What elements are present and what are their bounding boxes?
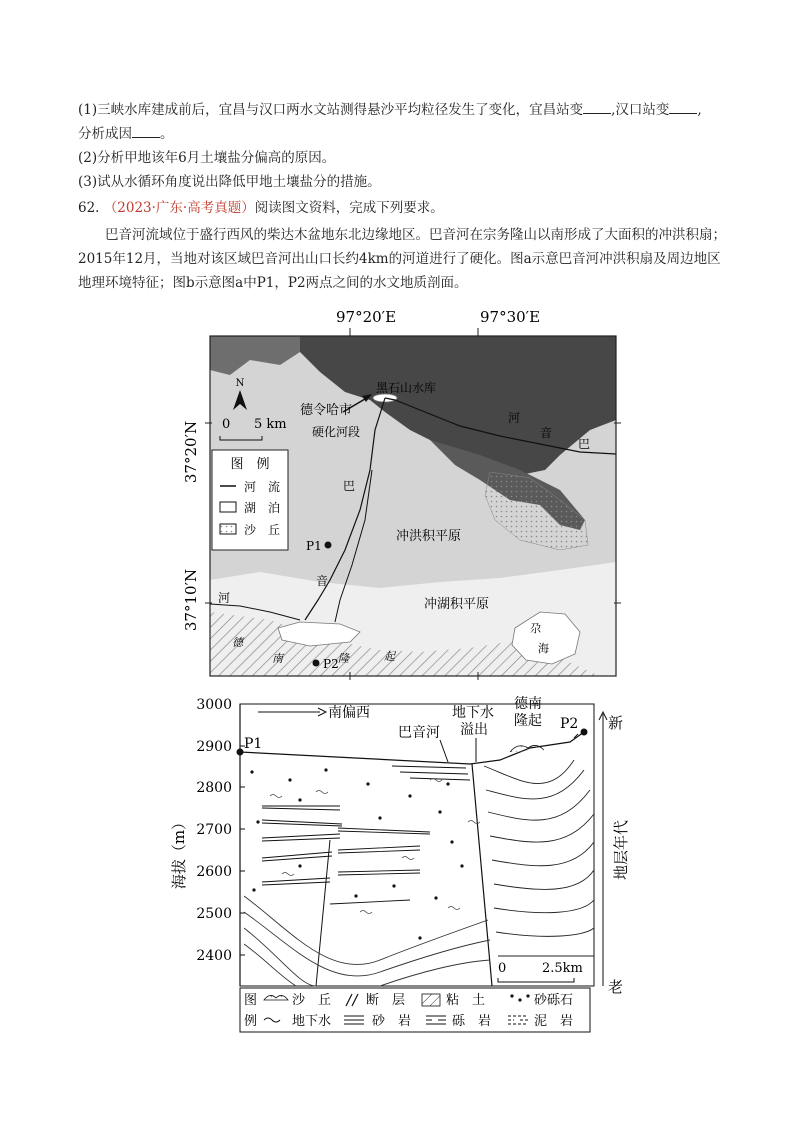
age-old: 老 (608, 978, 624, 996)
q1-text-b: ,汉口站变 (611, 102, 670, 118)
lacustrine-plain-label: 冲湖积平原 (424, 597, 490, 612)
problem-paragraph: 巴音河流域位于盛行西风的柴达木盆地东北边缘地区。巴音河在宗务隆山以南形成了大面积的冲洪积扇；2015年12月，当地对该区域巴音河出山口长约4km的河道进行了硬化。图a示意巴音河冲洪积扇及周边地区地理环境特征；图b示意图a中P1，P2两点之间的水文地质剖面。 (78, 227, 726, 291)
dune-bump (510, 745, 544, 752)
sandstone-layers (262, 766, 470, 904)
spring-label: 地下水 (452, 705, 494, 721)
y-tick-label: 2600 (196, 864, 232, 880)
p1-label: P1 (244, 736, 263, 752)
scale-bar (498, 978, 574, 982)
scale-label: 2.5km (542, 961, 583, 976)
p1-label: P1 (306, 539, 322, 553)
legend-char: 图 (244, 993, 258, 1008)
pointer-line (440, 740, 448, 762)
fault-line (472, 764, 492, 986)
question-2: (2)分析甲地该年6月土壤盐分偏高的原因。 (78, 150, 336, 166)
river-char: 河 (508, 411, 521, 425)
y-tick-label: 2700 (196, 822, 232, 838)
uplift-label: 隆起 (514, 713, 542, 729)
q1-text-d: 分析成因 (78, 126, 132, 142)
city-label: 德令哈市 (300, 403, 353, 418)
scale-zero: 0 (498, 961, 507, 976)
problem-number: 62. (78, 200, 100, 216)
legend-dune: 沙 丘 (292, 993, 332, 1008)
problem-source: （2023·广东·高考真题） (103, 200, 255, 216)
y-tick-label: 2800 (196, 780, 232, 796)
reservoir-label: 黑石山水库 (376, 381, 437, 395)
p1-marker (237, 749, 244, 756)
spring-label: 溢出 (460, 722, 488, 738)
problem-instruction: 阅读图文资料，完成下列要求。 (254, 200, 444, 216)
north-label: N (235, 378, 245, 389)
lake-char: 尕 (530, 622, 541, 635)
legend-char: 例 (244, 1014, 258, 1029)
uplift-char: 隆 (338, 652, 349, 665)
scale-label: 5 km (254, 417, 287, 432)
direction-label: 南偏西 (328, 705, 370, 721)
legend-mudstone: 泥 岩 (534, 1014, 574, 1029)
y-tick-label: 2900 (196, 739, 232, 755)
gravel-dots (250, 768, 463, 939)
river-char: 巴 (343, 479, 356, 493)
longitude-label: 97°30′E (479, 308, 541, 326)
legend-conglomerate: 砾 岩 (452, 1014, 492, 1029)
fault-line (316, 840, 330, 986)
river-char: 巴 (578, 437, 591, 451)
p2-marker (581, 729, 588, 736)
legend-lake: 湖 泊 (244, 501, 281, 515)
age-new: 新 (608, 714, 624, 732)
river-label: 巴音河 (398, 725, 440, 741)
p2-label: P2 (560, 716, 579, 732)
uplift-char: 德 (232, 636, 243, 649)
river-char: 音 (316, 574, 329, 588)
basin-strata (244, 896, 490, 986)
uplift-char: 南 (272, 652, 283, 665)
legend-sandstone: 砂 岩 (372, 1014, 412, 1029)
scale-zero: 0 (222, 417, 231, 432)
legend-groundwater: 地下水 (292, 1014, 332, 1029)
folded-strata (484, 760, 594, 956)
river-char: 河 (218, 591, 231, 605)
legend-gravel: 砂砾石 (534, 993, 574, 1008)
longitude-label: 97°20′E (335, 308, 397, 326)
uplift-char: 起 (384, 650, 395, 663)
y-tick-label: 2500 (196, 906, 232, 922)
legend-title: 图 例 (230, 457, 270, 472)
p2-label: P2 (323, 657, 339, 671)
legend-fault: 断 层 (366, 993, 406, 1008)
legend-clay: 粘 土 (446, 993, 486, 1008)
q1-text-a: (1)三峡水库建成前后，宜昌与汉口两水文站测得悬沙平均粒径发生了变化，宜昌站变 (78, 102, 584, 118)
y-tick-label: 3000 (196, 697, 232, 713)
hardened-label: 硬化河段 (312, 425, 361, 439)
q1-text-c: , (697, 102, 702, 118)
question-3: (3)试从水循环角度说出降低甲地土壤盐分的措施。 (78, 174, 381, 190)
latitude-label: 37°10′N (182, 568, 200, 632)
y-tick-label: 2400 (196, 948, 232, 964)
lake-char: 海 (538, 642, 549, 655)
uplift-label: 德南 (514, 696, 542, 712)
river-char: 音 (540, 426, 553, 440)
plain-label: 冲洪积平原 (396, 529, 462, 544)
y-axis-label: 海拔（m） (170, 814, 188, 890)
q1-text-e: 。 (160, 126, 174, 142)
groundwater-marks (270, 779, 480, 914)
latitude-label: 37°20′N (182, 420, 200, 484)
age-label: 地层年代 (612, 819, 630, 881)
legend-dune: 沙 丘 (244, 523, 281, 537)
legend-clay-swatch (422, 994, 440, 1006)
legend-river: 河 流 (244, 480, 281, 494)
